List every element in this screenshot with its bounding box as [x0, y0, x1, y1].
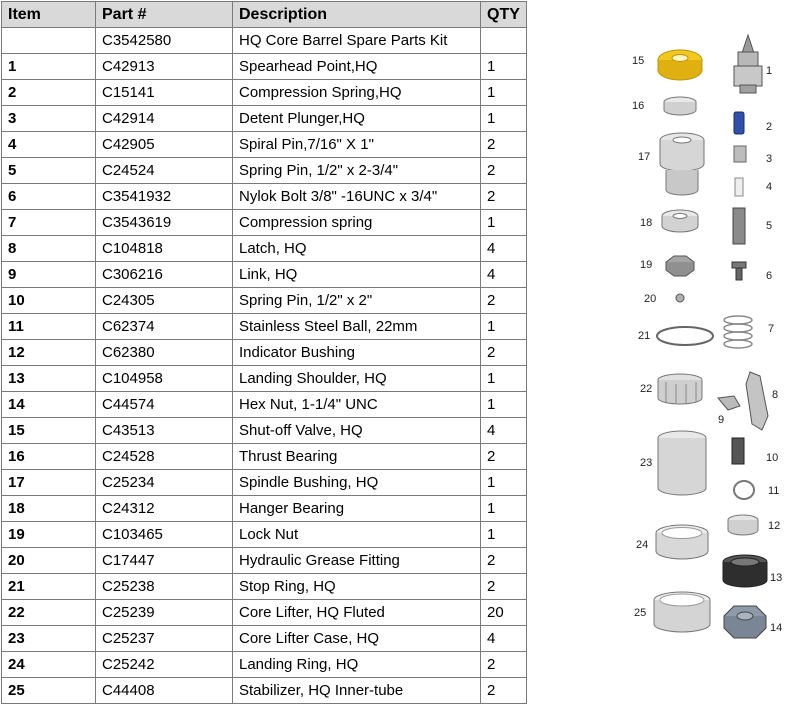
- item-cell: 8: [2, 236, 96, 262]
- table-row: [2, 288, 527, 314]
- qty-cell: 1: [481, 210, 527, 236]
- label-3: 3: [766, 153, 773, 165]
- part-number-cell: C25242: [96, 652, 233, 678]
- table-row: [2, 340, 527, 366]
- qty-cell: 1: [481, 366, 527, 392]
- label-2: 2: [766, 121, 773, 133]
- table-row: [2, 678, 527, 704]
- qty-cell: 20: [481, 600, 527, 626]
- parts-table: [1, 1, 527, 704]
- label-19: 19: [640, 259, 653, 271]
- item-cell: 6: [2, 184, 96, 210]
- item-cell: 22: [2, 600, 96, 626]
- table-row: [2, 600, 527, 626]
- description-cell: Hanger Bearing: [233, 496, 481, 522]
- part-25-stabilizer: [654, 592, 710, 632]
- part-3-detent-plunger: [734, 146, 746, 162]
- qty-cell: 2: [481, 340, 527, 366]
- description-cell: Landing Ring, HQ: [233, 652, 481, 678]
- part-number-cell: C62374: [96, 314, 233, 340]
- item-cell: 18: [2, 496, 96, 522]
- label-14: 14: [770, 622, 783, 634]
- table-row: [2, 574, 527, 600]
- label-15: 15: [632, 55, 645, 67]
- item-cell: 9: [2, 262, 96, 288]
- table-row: [2, 626, 527, 652]
- qty-cell: 1: [481, 392, 527, 418]
- part-number-cell: C42913: [96, 54, 233, 80]
- item-cell: 21: [2, 574, 96, 600]
- part-number-cell: C44574: [96, 392, 233, 418]
- table-row: [2, 158, 527, 184]
- item-cell: 17: [2, 470, 96, 496]
- description-cell: Hex Nut, 1-1/4" UNC: [233, 392, 481, 418]
- part-number-cell: C3542580: [96, 28, 233, 54]
- item-cell: 11: [2, 314, 96, 340]
- description-cell: Indicator Bushing: [233, 340, 481, 366]
- label-8: 8: [772, 389, 779, 401]
- description-cell: Spiral Pin,7/16" X 1": [233, 132, 481, 158]
- header-qty: QTY: [481, 2, 527, 28]
- part-4-spiral-pin: [735, 178, 743, 196]
- part-number-cell: C24312: [96, 496, 233, 522]
- item-cell: 10: [2, 288, 96, 314]
- part-number-cell: C17447: [96, 548, 233, 574]
- qty-cell: 4: [481, 418, 527, 444]
- description-cell: Spring Pin, 1/2" x 2-3/4": [233, 158, 481, 184]
- qty-cell: 4: [481, 626, 527, 652]
- item-cell: 24: [2, 652, 96, 678]
- part-23-core-lifter-case: [658, 431, 706, 495]
- part-number-cell: C44408: [96, 678, 233, 704]
- table-row: [2, 236, 527, 262]
- part-number-cell: C43513: [96, 418, 233, 444]
- part-number-cell: C24528: [96, 444, 233, 470]
- description-cell: Nylok Bolt 3/8" -16UNC x 3/4": [233, 184, 481, 210]
- part-number-cell: C25239: [96, 600, 233, 626]
- part-number-cell: C3543619: [96, 210, 233, 236]
- qty-cell: 2: [481, 184, 527, 210]
- table-row: [2, 106, 527, 132]
- description-cell: Compression Spring,HQ: [233, 80, 481, 106]
- part-13-landing-shoulder: [723, 555, 767, 587]
- part-number-cell: C306216: [96, 262, 233, 288]
- label-17: 17: [638, 151, 651, 163]
- description-cell: Link, HQ: [233, 262, 481, 288]
- qty-cell: 1: [481, 496, 527, 522]
- part-number-cell: C24305: [96, 288, 233, 314]
- qty-cell: 1: [481, 522, 527, 548]
- part-17-spindle-bushing: [660, 133, 704, 195]
- part-number-cell: C25238: [96, 574, 233, 600]
- qty-cell: 4: [481, 262, 527, 288]
- part-number-cell: C3541932: [96, 184, 233, 210]
- table-row: [2, 314, 527, 340]
- header-description: Description: [233, 2, 481, 28]
- part-number-cell: C42905: [96, 132, 233, 158]
- qty-cell: 2: [481, 158, 527, 184]
- part-number-cell: C104818: [96, 236, 233, 262]
- qty-cell: 1: [481, 470, 527, 496]
- table-row: [2, 210, 527, 236]
- table-row: [2, 392, 527, 418]
- item-cell: 5: [2, 158, 96, 184]
- part-9-link: [718, 396, 740, 410]
- part-number-cell: C25237: [96, 626, 233, 652]
- table-row: [2, 652, 527, 678]
- description-cell: Landing Shoulder, HQ: [233, 366, 481, 392]
- part-number-cell: C15141: [96, 80, 233, 106]
- part-12-indicator-bushing: [728, 515, 758, 535]
- label-10: 10: [766, 452, 779, 464]
- part-10-spring-pin: [732, 438, 744, 464]
- item-cell: 23: [2, 626, 96, 652]
- part-5-spring-pin: [733, 208, 745, 244]
- description-cell: Thrust Bearing: [233, 444, 481, 470]
- label-4: 4: [766, 181, 773, 193]
- item-cell: 1: [2, 54, 96, 80]
- description-cell: Spring Pin, 1/2" x 2": [233, 288, 481, 314]
- table-row: [2, 522, 527, 548]
- qty-cell: 1: [481, 54, 527, 80]
- label-21: 21: [638, 330, 651, 342]
- header-part-number: Part #: [96, 2, 233, 28]
- qty-cell: 2: [481, 132, 527, 158]
- description-cell: Detent Plunger,HQ: [233, 106, 481, 132]
- table-row: [2, 548, 527, 574]
- qty-cell: 2: [481, 288, 527, 314]
- description-cell: Core Lifter Case, HQ: [233, 626, 481, 652]
- table-row: [2, 418, 527, 444]
- part-2-compression-spring: [734, 112, 744, 134]
- qty-cell: 2: [481, 574, 527, 600]
- item-cell: 3: [2, 106, 96, 132]
- item-cell: 12: [2, 340, 96, 366]
- item-cell: 2: [2, 80, 96, 106]
- label-25: 25: [634, 607, 647, 619]
- description-cell: Spearhead Point,HQ: [233, 54, 481, 80]
- part-22-core-lifter: [658, 374, 702, 404]
- part-number-cell: C103465: [96, 522, 233, 548]
- table-row: [2, 496, 527, 522]
- item-cell: 16: [2, 444, 96, 470]
- item-cell: 7: [2, 210, 96, 236]
- item-cell: 14: [2, 392, 96, 418]
- part-number-cell: C104958: [96, 366, 233, 392]
- description-cell: Compression spring: [233, 210, 481, 236]
- qty-cell: 1: [481, 314, 527, 340]
- table-row: [2, 28, 527, 54]
- label-9: 9: [718, 414, 725, 426]
- table-row: [2, 366, 527, 392]
- table-row: [2, 184, 527, 210]
- description-cell: Stabilizer, HQ Inner-tube: [233, 678, 481, 704]
- description-cell: Core Lifter, HQ Fluted: [233, 600, 481, 626]
- item-cell: 19: [2, 522, 96, 548]
- part-21-stop-ring: [657, 327, 713, 345]
- item-cell: 4: [2, 132, 96, 158]
- qty-cell: 2: [481, 444, 527, 470]
- part-1-spearhead-point: [734, 35, 762, 93]
- label-13: 13: [770, 572, 783, 584]
- description-cell: Hydraulic Grease Fitting: [233, 548, 481, 574]
- description-cell: Shut-off Valve, HQ: [233, 418, 481, 444]
- label-22: 22: [640, 383, 653, 395]
- exploded-parts-illustration: [600, 30, 800, 690]
- part-20-grease-fitting: [676, 294, 684, 302]
- qty-cell: 2: [481, 548, 527, 574]
- label-20: 20: [644, 293, 657, 305]
- item-cell: 20: [2, 548, 96, 574]
- label-6: 6: [766, 270, 773, 282]
- part-number-cell: C25234: [96, 470, 233, 496]
- part-8-latch: [746, 372, 768, 430]
- label-23: 23: [640, 457, 653, 469]
- label-12: 12: [768, 520, 781, 532]
- item-cell: 25: [2, 678, 96, 704]
- label-11: 11: [768, 485, 780, 497]
- label-1: 1: [766, 65, 773, 77]
- part-24-landing-ring: [656, 525, 708, 559]
- table-row: [2, 444, 527, 470]
- part-7-compression-spring: [724, 316, 752, 348]
- table-row: [2, 262, 527, 288]
- description-cell: Lock Nut: [233, 522, 481, 548]
- header-item: Item: [2, 2, 96, 28]
- description-cell: Latch, HQ: [233, 236, 481, 262]
- part-number-cell: C62380: [96, 340, 233, 366]
- qty-cell: 2: [481, 678, 527, 704]
- label-16: 16: [632, 100, 645, 112]
- part-number-cell: C42914: [96, 106, 233, 132]
- item-cell: 15: [2, 418, 96, 444]
- qty-cell: 4: [481, 236, 527, 262]
- label-5: 5: [766, 220, 773, 232]
- label-18: 18: [640, 217, 653, 229]
- description-cell: Spindle Bushing, HQ: [233, 470, 481, 496]
- part-6-nylok-bolt: [732, 262, 746, 280]
- qty-cell: 2: [481, 652, 527, 678]
- item-cell: 13: [2, 366, 96, 392]
- item-cell: [2, 28, 96, 54]
- parts-diagram: [600, 30, 800, 690]
- table-header-row: [2, 2, 527, 28]
- label-7: 7: [768, 323, 775, 335]
- table-row: [2, 470, 527, 496]
- description-cell: Stainless Steel Ball, 22mm: [233, 314, 481, 340]
- qty-cell: 1: [481, 80, 527, 106]
- label-24: 24: [636, 539, 649, 551]
- table-row: [2, 132, 527, 158]
- description-cell: Stop Ring, HQ: [233, 574, 481, 600]
- qty-cell: 1: [481, 106, 527, 132]
- table-row: [2, 80, 527, 106]
- description-cell: HQ Core Barrel Spare Parts Kit: [233, 28, 481, 54]
- part-11-steel-ball: [734, 481, 754, 499]
- part-18-hanger-bearing: [662, 210, 698, 232]
- table-row: [2, 54, 527, 80]
- qty-cell: [481, 28, 527, 54]
- part-number-cell: C24524: [96, 158, 233, 184]
